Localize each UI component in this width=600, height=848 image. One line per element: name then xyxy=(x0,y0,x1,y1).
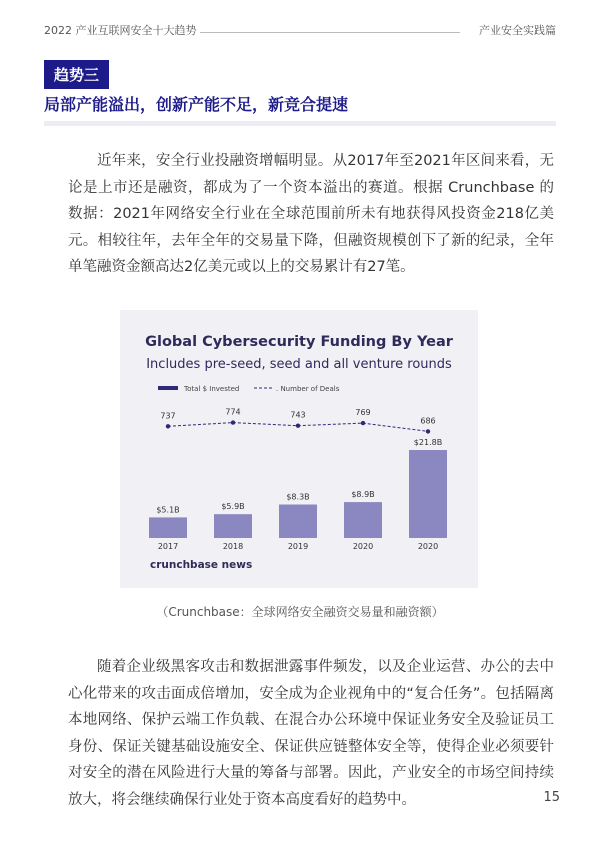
bar-value-label: $8.9B xyxy=(351,490,375,500)
body-paragraph: 随着企业级黑客攻击和数据泄露事件频发，以及企业运营、办公的去中心化带来的攻击面成倍增加，安全成为企业视角中的“复合任务”。包括隔离本地网络、保护云端工作负载、在混合办公环境中保证业务安全及验证员工身份、保证关键基础设施安全、保证供应链整体安全等，使得企业必须要针对安全的潜在风险进行大量的筹备与部署。因此，产业安全的市场空间持续放大，将会继续确保行业处于资本高度看好的趋势中。 xyxy=(68,659,554,808)
deals-value-label: 686 xyxy=(420,416,436,426)
header-title: 2022 产业互联网安全十大趋势 xyxy=(44,24,197,37)
trend-badge: 趋势三 xyxy=(44,60,109,89)
legend-line-label: . Number of Deals xyxy=(276,385,340,393)
x-tick-label: 2018 xyxy=(222,542,244,551)
funding-bar xyxy=(344,502,382,538)
chart-subtitle: Includes pre-seed, seed and all venture rounds xyxy=(146,357,452,372)
funding-bar xyxy=(149,517,187,538)
bar-value-label: $5.1B xyxy=(156,505,180,515)
chart-caption: （Crunchbase：全球网络安全融资交易量和融资额） xyxy=(156,605,444,619)
deals-point xyxy=(166,424,170,428)
funding-bar xyxy=(409,450,447,538)
x-tick-label: 2019 xyxy=(287,542,309,551)
x-tick-label: 2020 xyxy=(417,542,439,551)
funding-chart xyxy=(120,310,478,588)
deals-point xyxy=(361,421,365,425)
legend-bar-swatch xyxy=(158,386,178,390)
page-number: 15 xyxy=(543,790,560,805)
funding-bar xyxy=(214,514,252,538)
deals-point xyxy=(426,429,430,433)
deals-value-label: 737 xyxy=(160,411,176,421)
funding-bar xyxy=(279,504,317,538)
deals-value-label: 769 xyxy=(355,408,371,418)
chart-brand: crunchbase news xyxy=(150,559,253,571)
chart-title: Global Cybersecurity Funding By Year xyxy=(145,334,453,350)
deals-point xyxy=(231,420,235,424)
deals-value-label: 743 xyxy=(290,410,306,420)
deals-value-label: 774 xyxy=(225,407,241,417)
section-headline: 局部产能溢出，创新产能不足，新竞合提速 xyxy=(44,95,349,114)
deals-point xyxy=(296,424,300,428)
x-tick-label: 2020 xyxy=(352,542,374,551)
legend-bar-label: Total $ Invested xyxy=(184,385,240,393)
header-section: 产业安全实践篇 xyxy=(479,24,556,37)
header-divider xyxy=(200,32,460,33)
bar-value-label: $21.8B xyxy=(413,438,443,447)
headline-underline xyxy=(44,121,556,126)
x-tick-label: 2017 xyxy=(157,542,179,551)
bar-value-label: $8.3B xyxy=(286,492,310,502)
chart-svg xyxy=(120,310,478,588)
bar-value-label: $5.9B xyxy=(221,502,245,512)
intro-paragraph: 近年来，安全行业投融资增幅明显。从2017年至2021年区间来看，无论是上市还是融资，都成为了一个资本溢出的赛道。根据 Crunchbase 的数据：2021年网络安全行业在全球范围前所未有地获得风投资金218亿美元。相较往年，去年全年的交易量下降，但融资规模创下了新的纪录，全年单笔融资金额高达2亿美元或以上的交易累计有27笔。 xyxy=(68,153,554,275)
